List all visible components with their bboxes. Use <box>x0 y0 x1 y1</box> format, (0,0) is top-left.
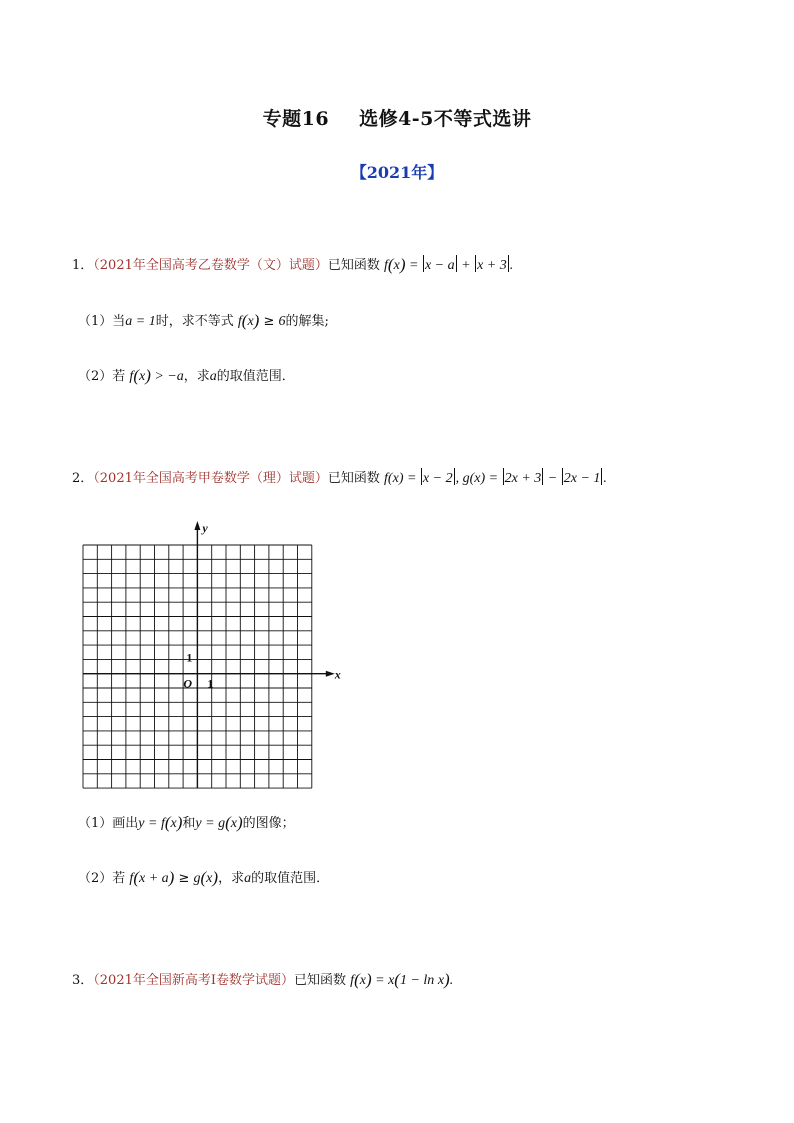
y-axis-arrow <box>194 521 200 530</box>
q2-variable-a: a <box>244 871 252 886</box>
q2-number: 2． <box>72 471 94 486</box>
x-axis-label: x <box>334 667 341 682</box>
q3-number: 3． <box>72 973 94 988</box>
q1-part1: （1）当a = 1时，求不等式 f(x) ≥ 6的解集; <box>78 311 329 330</box>
q1-part2: （2）若 f(x) > −a，求a的取值范围． <box>78 366 295 385</box>
q1-number: 1． <box>72 258 94 273</box>
page-title <box>0 104 794 131</box>
coordinate-grid <box>80 518 341 776</box>
q1-function-formula: f(x) = x − a + x + 3 . <box>384 255 514 274</box>
q2-g-graph-formula: y = g(x) <box>195 813 243 832</box>
q2-source: （2021年全国高考甲卷数学（理）试题） <box>93 471 328 486</box>
q1-part2-formula: f(x) > −a <box>129 366 184 385</box>
q3-stem <box>72 970 453 991</box>
q1-stem-text: 已知函数 <box>327 258 380 273</box>
q3-stem-text: 已知函数 <box>294 973 347 988</box>
q2-part1: （1）画出y = f(x)和y = g(x)的图像； <box>78 813 295 832</box>
q1-condition-formula: a = 1 <box>125 314 156 329</box>
q2-function-formula: f(x) = x − 2 , g(x) = 2x + 3 − 2x − 1 . <box>384 471 607 486</box>
year-heading: 【2021年】 <box>350 163 444 182</box>
title-subject: 选修4-5不等式选讲 <box>359 108 532 130</box>
y-axis-label: y <box>202 521 208 535</box>
q1-variable-a: a <box>209 369 217 384</box>
q2-part2-formula: f(x + a) ≥ g(x) <box>129 868 219 887</box>
q2-f-graph-formula: y = f(x) <box>138 813 183 832</box>
y-tick-label: 1 <box>186 650 193 665</box>
q1-inequality-formula: f(x) ≥ 6 <box>237 311 286 330</box>
q1-source: （2021年全国高考乙卷数学（文）试题） <box>93 258 328 273</box>
title-topic: 专题16 <box>262 108 330 130</box>
q1-stem <box>72 255 513 276</box>
q3-source: （2021年全国新高考Ⅰ卷数学试题） <box>93 973 295 988</box>
q2-part2: （2）若 f(x + a) ≥ g(x)，求a的取值范围． <box>78 868 330 887</box>
x-axis-arrow <box>326 671 335 677</box>
origin-label: O <box>183 676 193 691</box>
q3-function-formula: f(x) = x(1 − ln x). <box>350 970 454 989</box>
x-tick-label: 1 <box>207 676 214 691</box>
q2-stem-text: 已知函数 <box>327 471 380 486</box>
q2-stem <box>72 468 607 489</box>
